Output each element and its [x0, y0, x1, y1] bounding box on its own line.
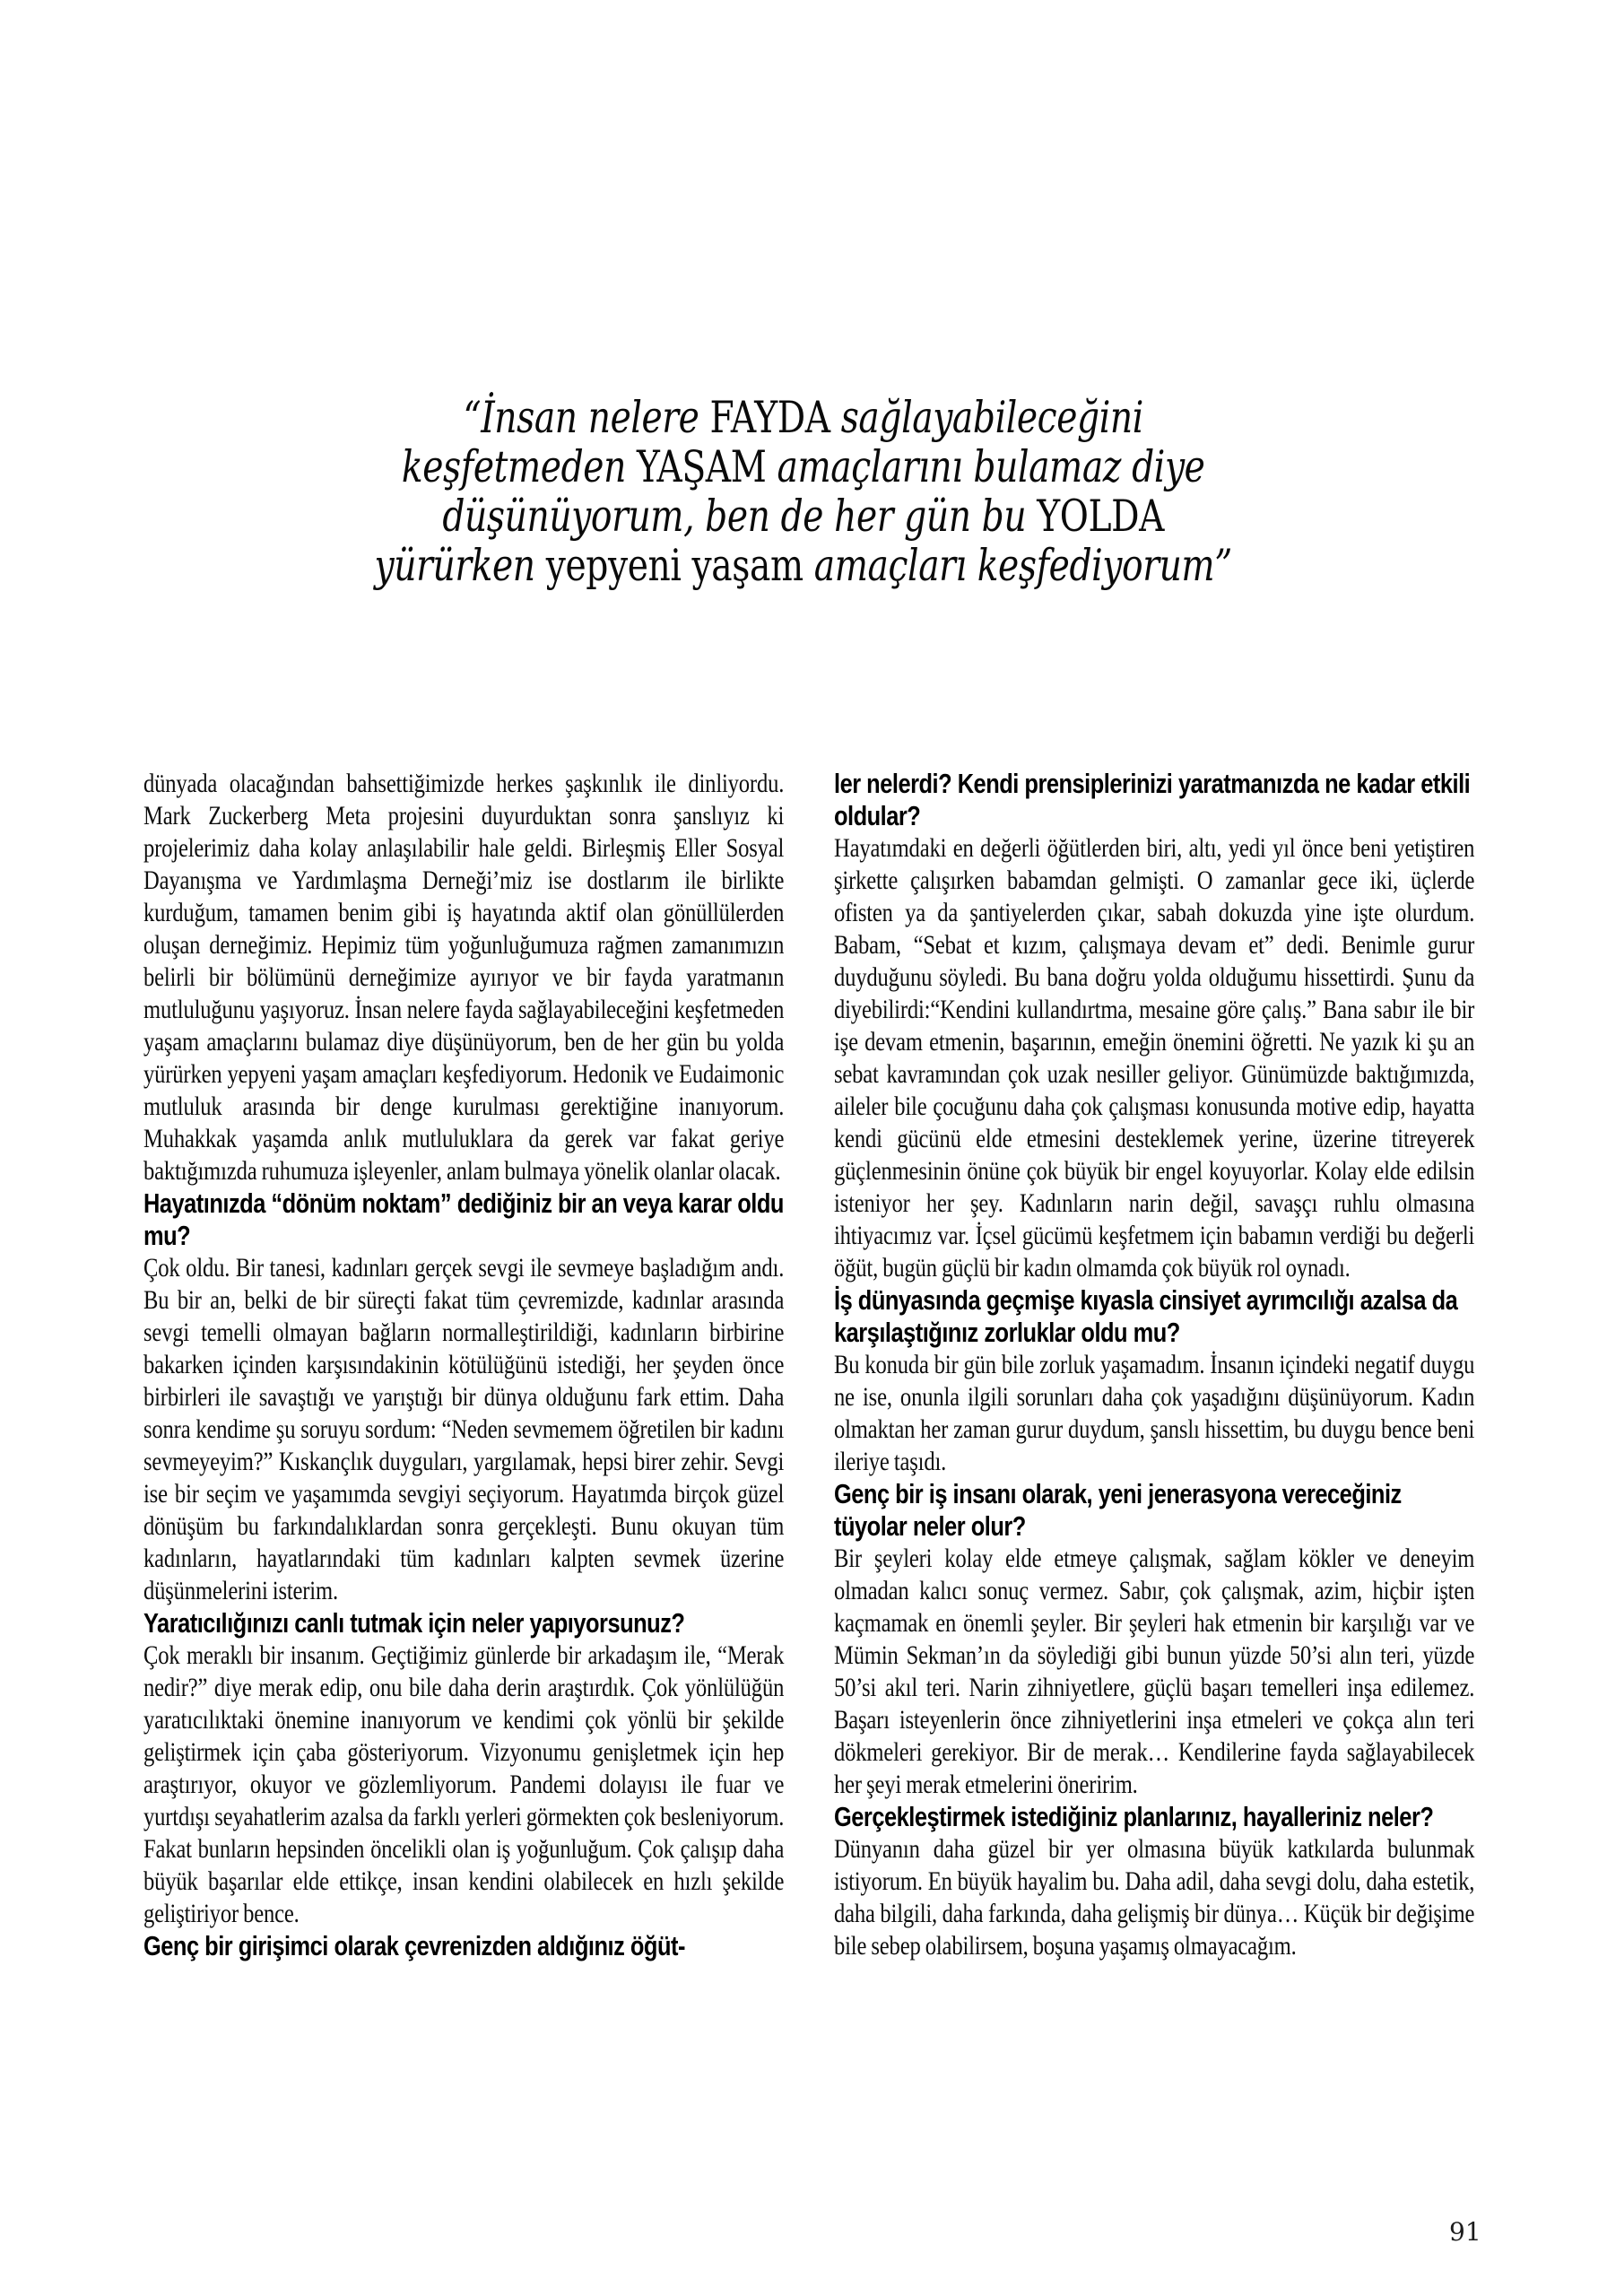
body-paragraph: Bir şeyleri kolay elde etmeye çalışmak, sağlam kökler ve deneyim olmadan kalıcı sonuç vermez. Sabır, çok çalışmak, azim, hiçbir işten kaçmamak en önemli şeyler. Bir şeyleri hak etmenin bir karşılığı var ve Mümin Sekman’ın da söylediği gibi bunun yüzde 50’si alın teri, yüzde 50’si akıl teri. Narin zihniyetlere, güçlü başarı temelleri inşa edilemez. Başarı isteyenlerin önce zihniyetlerini inşa etmeleri ve çokça alın teri dökmeleri gerekiyor. Bir de merak… Kendilerine fayda sağlayabilecek her şeyi merak etmelerini öneririm. [834, 1544, 1475, 1799]
quote-segment-emphasis: YOLDA [1037, 491, 1165, 542]
article-body [143, 768, 1474, 1962]
quote-segment: keşfetmeden [402, 441, 638, 492]
body-paragraph: dünyada olacağından bahsettiğimizde herkes şaşkınlık ile dinliyordu. Mark Zuckerberg Meta projesini duyurduktan sonra şanslıyız ki projelerimiz daha kolay anlaşılabilir hale geldi. Birleşmiş Eller Sosyal Dayanışma ve Yardımlaşma Derneği’miz ise dostlarım ile birlikte kurduğum, tamamen benim gibi iş hayatında aktif olan gönüllülerden oluşan derneğimiz. Hepimiz tüm yoğunluğumuza rağmen zamanımızın belirli bir bölümünü derneğimize ayırıyor ve bir fayda yaratmanın mutluluğunu yaşıyoruz. İnsan nelere fayda sağlayabileceğini keşfetmeden yaşam amaçlarını bulamaz diye düşünüyorum, ben de her gün bu yolda yürürken yepyeni yaşam amaçları keşfediyorum. Hedonik ve Eudaimonic mutluluk arasında bir denge kurulması gerektiğine inanıyorum. Muhakkak yaşamda anlık mutluluklara da gerek var fakat geriye baktığımızda ruhumuza işleyenler, anlam bulmaya yönelik olanlar olacak. [143, 769, 785, 1186]
body-paragraph: Dünyanın daha güzel bir yer olmasına büyük katkılarda bulunmak istiyorum. En büyük hayalim bu. Daha adil, daha sevgi dolu, daha estetik, daha bilgili, daha farkında, daha gelişmiş bir dünya… Küçük bir değişime bile sebep olabilirsem, boşuna yaşamış olmayacağım. [834, 1834, 1475, 1961]
question-heading: Genç bir iş insanı olarak, yeni jenerasyona vereceğiniz tüyolar neler olur? [834, 1478, 1402, 1542]
quote-line-1 [375, 393, 1232, 442]
quote-line-4 [375, 541, 1232, 590]
body-paragraph: Bu konuda bir gün bile zorluk yaşamadım. İnsanın içindeki negatif duygu ne ise, onunla ilgili sorunları daha çok yaşadığını düşünüyorum. Kadın olmaktan her zaman gurur duydum, şanslı hissettim, bu duygu bence beni ileriye taşıdı. [834, 1350, 1475, 1476]
quote-segment: amaçlarını bulamaz diye [766, 441, 1205, 492]
question-heading: Yaratıcılığınızı canlı tutmak için neler yapıyorsunuz? [143, 1607, 685, 1639]
pull-quote [0, 393, 1607, 590]
body-paragraph: Çok oldu. Bir tanesi, kadınları gerçek sevgi ile sevmeye başladığım andı. Bu bir an, belki de bir süreçti fakat tüm çevremizde, kadınlar arasında sevgi temelli olmayan bağların normalleştirildiği, kadınların birbirine bakarken içinden karşısındakinin kötülüğünü istediği, her şeyden önce birbirleri ile savaştığı ve yarıştığı bir dünya olduğunu fark ettim. Daha sonra kendime şu soruyu sordum: “Neden sevmemem öğretilen bir kadını sevmeyeyim?” Kıskançlık duyguları, yargılamak, hepsi birer zehir. Sevgi ise bir seçim ve yaşamımda sevgiyi seçiyorum. Hayatımda birçok güzel dönüşüm bu farkındalıklardan sonra gerçekleşti. Bunu okuyan tüm kadınların, hayatlarındaki tüm kadınları kalpten sevmek üzerine düşünmelerini isterim. [143, 1253, 785, 1605]
question-heading: Genç bir girişimci olarak çevrenizden aldığınız öğüt- [143, 1930, 685, 1961]
body-paragraph: Çok meraklı bir insanım. Geçtiğimiz günlerde bir arkadaşım ile, “Merak nedir?” diye merak edip, onu bile daha derin araştırdık. Çok yönlülüğün yaratıcılıktaki önemine inanıyorum ve kendimi çok yönlü bir şekilde geliştirmek için çaba gösteriyorum. Vizyonumu genişletmek için hep araştırıyor, okuyor ve gözlemliyorum. Pandemi dolayısı ile fuar ve yurtdışı seyahatlerim azalsa da farklı yerleri görmekten çok besleniyorum. Fakat bunların hepsinden öncelikli olan iş yoğunluğum. Çok çalışıp daha büyük başarılar elde ettikçe, insan kendini olabilecek en hızlı şekilde geliştiriyor bence. [143, 1640, 785, 1928]
left-column [143, 768, 784, 1962]
quote-line-2 [375, 442, 1232, 491]
question-heading: Hayatınızda “dönüm noktam” dediğiniz bir an veya karar oldu mu? [143, 1187, 784, 1251]
question-heading: ler nelerdi? Kendi prensiplerinizi yaratmanızda ne kadar etkili oldular? [834, 768, 1471, 831]
quote-segment-emphasis: YAŞAM [637, 441, 767, 492]
page-number: 91 [1449, 2217, 1481, 2247]
right-column-text [834, 768, 1474, 1962]
right-column [834, 768, 1474, 1962]
question-heading: Gerçekleştirmek istediğiniz planlarınız, hayalleriniz neler? [834, 1801, 1434, 1832]
body-paragraph: Hayatımdaki en değerli öğütlerden biri, altı, yedi yıl önce beni yetiştiren şirkette çalışırken babamdan gelmişti. O zamanlar gece iki, üçlerde ofisten ya da şantiyelerden çıkar, sabah dokuzda yine işte olurdum. Babam, “Sebat et kızım, çalışmaya devam et” dedi. Benimle gurur duyduğunu söyledi. Bu bana doğru yolda olduğumu hissettirdi. Şunu da diyebilirdi:“Kendini kullandırtma, mesaine göre çalış.” Bana sabır ile bir işe devam etmenin, başarının, emeğin önemini öğretti. Ne yazık ki şu an sebat kavramından çok uzak nesiller geliyor. Günümüzde baktığımızda, aileler bile çocuğunu daha çok çalışması konusunda motive edip, hayatta kendi gücünü elde etmesini desteklemek yerine, üzerine titreyerek güçlenmesinin önüne çok büyük bir engel koyuyorlar. Kolay elde edilsin isteniyor her şey. Kadınların narin değil, savaşçı ruhlu olmasına ihtiyacımız var. İçsel gücümü keşfetmem için babamın verdiği bu değerli öğüt, bugün güçlü bir kadın olmamda çok büyük rol oynadı. [834, 833, 1475, 1283]
quote-segment-emphasis: yepyeni yaşam [546, 540, 804, 591]
quote-segment-emphasis: FAYDA [709, 392, 830, 443]
quote-line-3 [375, 491, 1232, 541]
quote-segment: yürürken [374, 540, 547, 591]
quote-segment: “İnsan nelere [463, 392, 710, 443]
quote-segment: amaçları keşfediyorum” [804, 540, 1233, 591]
left-column-text [143, 768, 784, 1962]
question-heading: İş dünyasında geçmişe kıyasla cinsiyet ayrımcılığı azalsa da karşılaştığınız zorluklar oldu mu? [834, 1284, 1458, 1348]
quote-segment: düşünüyorum, ben de her gün bu [442, 491, 1038, 542]
pull-quote-text [375, 393, 1232, 590]
quote-segment: sağlayabileceğini [830, 392, 1144, 443]
